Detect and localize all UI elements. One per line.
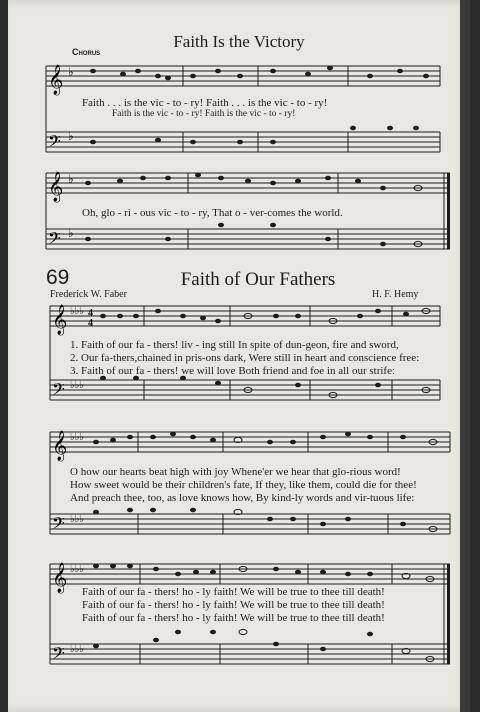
flat-icon: ♭♭♭ xyxy=(70,514,85,525)
time-signature: 4 xyxy=(88,318,93,329)
refrain-line-3: Faith of our fa - thers! ho - ly faith! We will be true to thee till death! xyxy=(82,612,385,624)
hymn69-verse1-line1: 1. Faith of our fa - thers! liv - ing still In spite of dun-geon, fire and sword, xyxy=(70,339,399,351)
flat-icon: ♭ xyxy=(68,172,74,186)
bass-clef-icon: 𝄢 xyxy=(52,643,65,667)
flat-icon: ♭ xyxy=(68,226,74,240)
refrain-line-2: Faith of our fa - thers! ho - ly faith! We will be true to thee till death! xyxy=(82,599,385,611)
hymn69-verse3-line1: 3. Faith of our fa - thers! we will love Both friend and foe in all our strife: xyxy=(70,365,396,377)
refrain-line-1: Faith of our fa - thers! ho - ly faith! We will be true to thee till death! xyxy=(82,586,385,598)
hymn69-verse2-line1: 2. Our fa-thers,chained in pris-ons dark, Were still in heart and conscience free: xyxy=(70,352,420,364)
treble-clef-icon: 𝄞 xyxy=(52,305,68,335)
hymnal-page xyxy=(8,0,470,712)
hymn68-line2: Oh, glo - ri - ous vic - to - ry, That o - ver-comes the world. xyxy=(82,207,343,219)
treble-clef-icon: 𝄞 xyxy=(52,563,68,593)
treble-clef-icon: 𝄞 xyxy=(48,172,64,202)
flat-icon: ♭♭♭ xyxy=(70,644,85,655)
bass-clef-icon: 𝄢 xyxy=(48,131,61,155)
final-barline-icon xyxy=(447,173,450,249)
flat-icon: ♭♭♭ xyxy=(70,306,85,317)
flat-icon: ♭♭♭ xyxy=(70,380,85,391)
author-credit: Frederick W. Faber xyxy=(50,289,127,300)
page-edge xyxy=(460,0,470,712)
treble-clef-icon: 𝄞 xyxy=(52,431,68,461)
composer-credit: H. F. Hemy xyxy=(372,289,419,300)
hymn68-title: Faith Is the Victory xyxy=(173,32,305,51)
hymn69-title: Faith of Our Fathers xyxy=(180,269,336,290)
flat-icon: ♭ xyxy=(68,129,74,143)
hymn69-verse2-line2: How sweet would be their children's fate, If they, like them, could die for thee! xyxy=(70,479,417,491)
hymn68-line1-bottom: Faith is the vic - to - ry! Faith is the vic - to - ry! xyxy=(112,109,296,119)
treble-clef-icon: 𝄞 xyxy=(48,65,64,95)
flat-icon: ♭♭♭ xyxy=(70,564,85,575)
final-barline-icon xyxy=(447,564,450,664)
chorus-label: Chorus xyxy=(72,47,101,57)
hymn69-verse3-line2: And preach thee, too, as love knows how, By kind-ly words and vir-tuous life: xyxy=(70,492,415,504)
flat-icon: ♭♭♭ xyxy=(70,432,85,443)
time-signature: 4 xyxy=(88,308,93,319)
bass-clef-icon: 𝄢 xyxy=(48,228,61,252)
hymn68-line1-top: Faith . . . is the vic - to - ry! Faith . . . is the vic - to - ry! xyxy=(82,97,328,109)
bass-clef-icon: 𝄢 xyxy=(52,379,65,403)
hymn-number: 69 xyxy=(46,266,70,289)
hymn69-verse1-line2: O how our hearts beat high with joy Whene'er we hear that glo-rious word! xyxy=(70,466,401,478)
bass-clef-icon: 𝄢 xyxy=(52,513,65,537)
flat-icon: ♭ xyxy=(68,65,74,79)
